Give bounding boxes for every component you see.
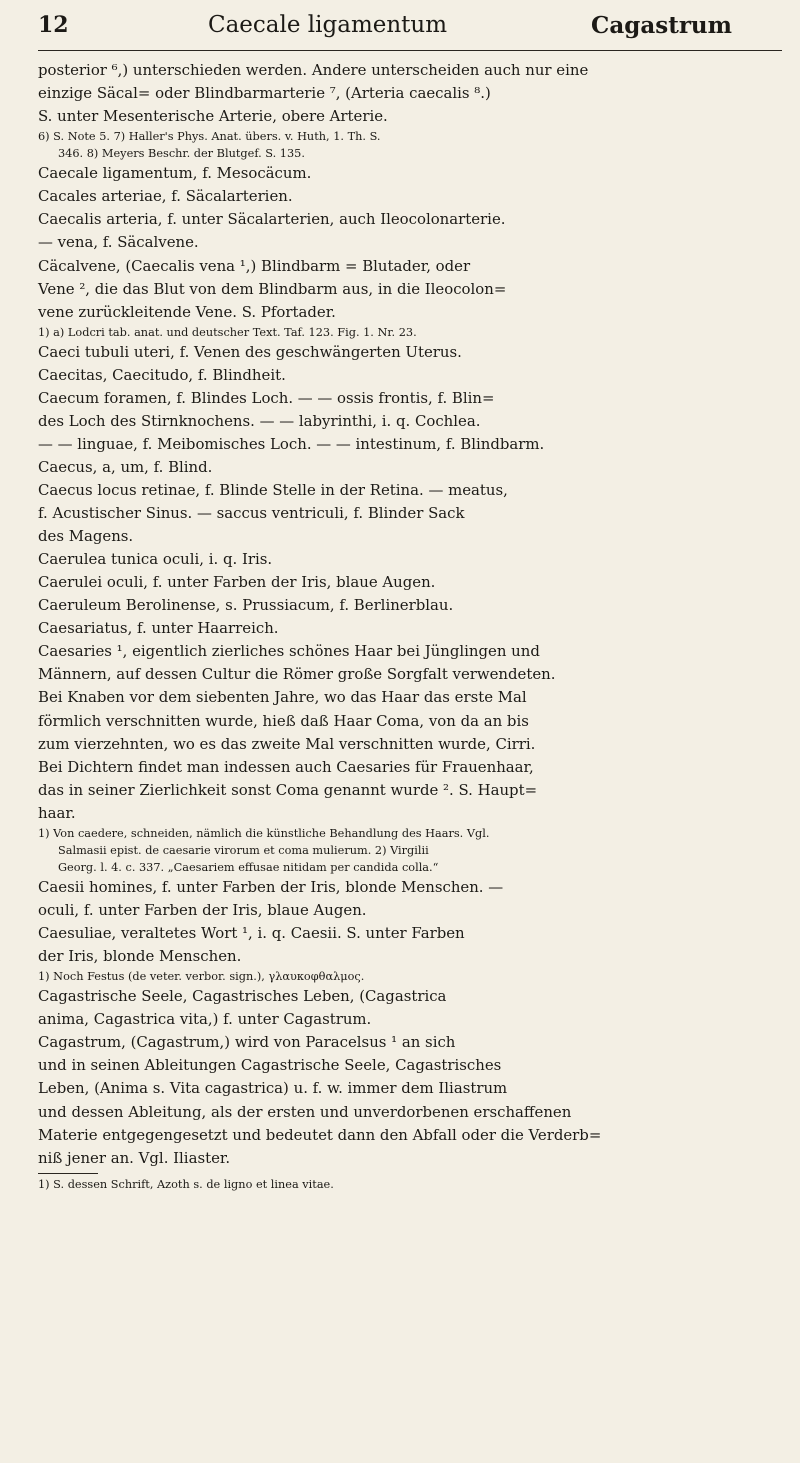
entries [38, 59, 782, 1193]
entry-cagastrische-seele: Cagastrische Seele, Cagastrisches Leben, (Cagastrica anima, Cagastrica vita,) f. unter Cagastrum. [38, 987, 447, 1029]
footnote-block: 1) S. dessen Schrift, Azoth s. de ligno et linea vitae. [38, 1177, 334, 1191]
footnote-divider [38, 1173, 98, 1174]
entry-caerulei-oculi: Caerulei oculi, f. unter Farben der Iris, blaue Augen. [38, 573, 436, 592]
entry-caeruleum: Caeruleum Berolinense, s. Prussiacum, f. Berlinerblau. [38, 596, 454, 615]
entry-caecus-locus: Caecus locus retinae, f. Blinde Stelle in der Retina. — meatus, f. Acustischer Sinus. — saccus ventriculi, f. Blinder Sack des Magens. [38, 481, 508, 546]
text-line: einzige Säcal= oder Blindbarmarterie ⁷, (Arteria caecalis ⁸.) [38, 84, 491, 103]
entry-caesaries: Caesaries ¹, eigentlich zierliches schönes Haar bei Jünglingen und Männern, auf dessen Cultur die Römer große Sorgfalt verwendeten. Bei Knaben vor dem siebenten Jahre, wo das Haar das erste Mal förmlich verschnitten wurde, hieß daß Haar Coma, von da an bis zum vierzehnten, wo es das zweite Mal verschnitten wurde, Cirri. Bei Dichtern findet man indessen auch Caesaries für Frauenhaar, das in seiner Zierlichkeit sonst Coma genannt wurde ². S. Haupt= haar. [38, 642, 556, 822]
page-number: 12 [38, 12, 69, 38]
entry-caesii: Caesii homines, f. unter Farben der Iris, blonde Menschen. — oculi, f. unter Farben der Iris, blaue Augen. [38, 878, 504, 920]
entry-caecus: Caecus, a, um, f. Blind. [38, 457, 213, 476]
entry-caesuliae: Caesuliae, veraltetes Wort ¹, i. q. Caesii. S. unter Farben der Iris, blonde Menschen. [38, 924, 465, 966]
footnote-block: 6) S. Note 5. 7) Haller's Phys. Anat. übers. v. Huth, 1. Th. S. 346. 8) Meyers Beschr. der Blutgef. S. 135. [38, 130, 381, 161]
header-left-keyword: Caecale ligamentum [208, 12, 448, 38]
footnote-block: 1) Noch Festus (de veter. verbor. sign.), γλαυκοφθαλμος. [38, 970, 365, 984]
text-line: posterior ⁶,) unterschieden werden. Andere unterscheiden auch nur eine [38, 61, 589, 79]
entry-caerulea-tunica: Caerulea tunica oculi, i. q. Iris. [38, 550, 273, 569]
entry-arteriae: Cacales arteriae, f. Säcalarterien. [38, 187, 293, 206]
entry-caecalvene: Cäcalvene, (Caecalis vena ¹,) Blindbarm = Blutader, oder Vene ², die das Blut von dem Blindbarm aus, in die Ileocolon= vene zurückleitende Vene. S. Pfortader. [38, 256, 507, 321]
header-right-keyword: Cagastrum [591, 12, 732, 39]
entry-arteria: Caecalis arteria, f. unter Säcalarterien, auch Ileocolonarterie. [38, 210, 506, 229]
entry-vena: — vena, f. Säcalvene. [38, 233, 199, 252]
entry-ligamentum: Caecale ligamentum, f. Mesocäcum. [38, 164, 312, 183]
entry-caecum-foramen: Caecum foramen, f. Blindes Loch. — — ossis frontis, f. Blin= des Loch des Stirnknochens. — — labyrinthi, i. q. Cochlea. — — linguae, f. Meibomisches Loch. — — intestinum, f. Blindbarm. [38, 388, 545, 453]
running-header [38, 8, 782, 51]
entry-caeci-tubuli: Caeci tubuli uteri, f. Venen des geschwängerten Uterus. Caecitas, Caecitudo, f. Blindheit. [38, 342, 462, 384]
footnote-block: 1) Von caedere, schneiden, nämlich die künstliche Behandlung des Haars. Vgl. Salmasii epist. de caesarie virorum et coma mulierum. 2) Virgilii Georg. l. 4. c. 337. „Caesariem effusae nitidam per candida colla.“ [38, 826, 490, 874]
text-line: S. unter Mesenterische Arterie, obere Arterie. [38, 107, 388, 126]
entry-continuation [38, 59, 782, 128]
entry-cagastrum: Cagastrum, (Cagastrum,) wird von Paracelsus ¹ an sich und in seinen Ableitungen Cagastrische Seele, Cagastrisches Leben, (Anima s. Vita cagastrica) u. f. w. immer dem Iliastrum und dessen Ableitung, als der ersten und unverdorbenen erschaffenen Materie entgegengesetzt und bedeutet dann den Abfall oder die Verderb= niß jener an. Vgl. Iliaster. [38, 1033, 602, 1167]
footnote-block: 1) a) Lodcri tab. anat. und deutscher Text. Taf. 123. Fig. 1. Nr. 23. [38, 325, 417, 339]
entry-caesariatus: Caesariatus, f. unter Haarreich. [38, 619, 279, 638]
